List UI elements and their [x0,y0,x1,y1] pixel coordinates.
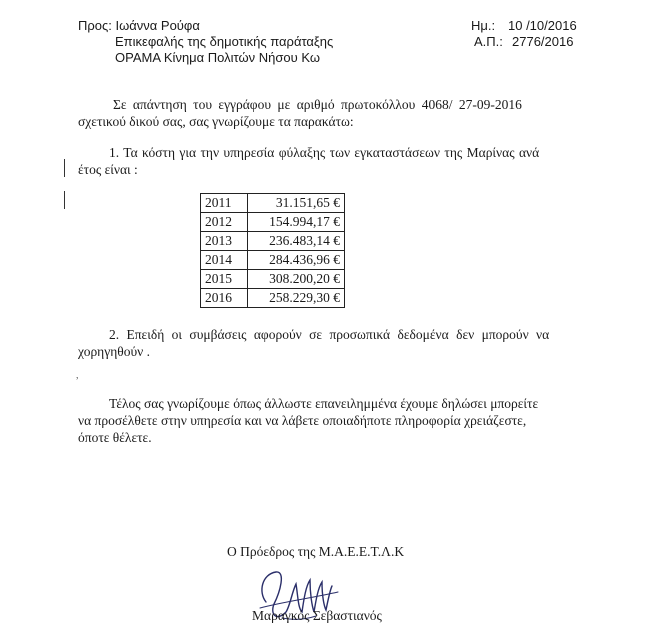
year-cell: 2016 [201,289,248,308]
costs-table [200,193,345,308]
amount-cell: 31.151,65 € [248,194,345,213]
protocol-label: Α.Π.: [474,34,503,49]
addressee-role: Επικεφαλής της δημοτικής παράταξης [115,34,334,49]
closing-line-3: όποτε θέλετε. [78,430,152,445]
margin-mark [64,191,65,209]
closing-line-1: Τέλος σας γνωρίζουμε όπως άλλωστε επανειλημμένα έχουμε δηλώσει μπορείτε [109,396,539,411]
point-1-line-1: 1. Τα κόστη για την υπηρεσία φύλαξης των εγκαταστάσεων της Μαρίνας ανά [109,145,540,160]
year-cell: 2015 [201,270,248,289]
point-2-line-2: χορηγηθούν . [78,344,151,359]
year-cell: 2013 [201,232,248,251]
amount-cell: 258.229,30 € [248,289,345,308]
amount-cell: 236.483,14 € [248,232,345,251]
amount-cell: 154.994,17 € [248,213,345,232]
protocol-value: 2776/2016 [512,34,574,49]
year-cell: 2014 [201,251,248,270]
point-2-line-1: 2. Επειδή οι συμβάσεις αφορούν σε προσωπικά δεδομένα δεν μπορούν να [109,327,550,342]
year-cell: 2011 [201,194,248,213]
date-label: Ημ.: [471,18,496,33]
point-1-line-2: έτος είναι : [78,162,138,177]
table-row [201,213,345,232]
stray-mark: , [76,370,79,381]
table-row [201,270,345,289]
signatory-title: Ο Πρόεδρος της Μ.Α.Ε.Ε.Τ.Λ.Κ [227,544,405,559]
addressee-party: ΟΡΑΜΑ Κίνημα Πολιτών Νήσου Κω [115,50,321,65]
table-row [201,289,345,308]
year-cell: 2012 [201,213,248,232]
addressee-line: Προς: Ιωάννα Ρούφα [78,18,200,33]
table-row [201,194,345,213]
intro-line-2: σχετικού δικού σας, σας γνωρίζουμε τα παρακάτω: [78,114,354,129]
table-row [201,251,345,270]
amount-cell: 308.200,20 € [248,270,345,289]
closing-line-2: να προσέλθετε στην υπηρεσία και να λάβετε οποιαδήποτε πληροφορία χρειάζεστε, [78,413,527,428]
amount-cell: 284.436,96 € [248,251,345,270]
table-row [201,232,345,251]
intro-line-1: Σε απάντηση του εγγράφου με αριθμό πρωτοκόλλου 4068/ 27-09-2016 [113,97,522,112]
date-value: 10 /10/2016 [508,18,577,33]
signatory-name: Μαραγκός Σεβαστιανός [252,608,382,623]
margin-mark [64,159,65,177]
